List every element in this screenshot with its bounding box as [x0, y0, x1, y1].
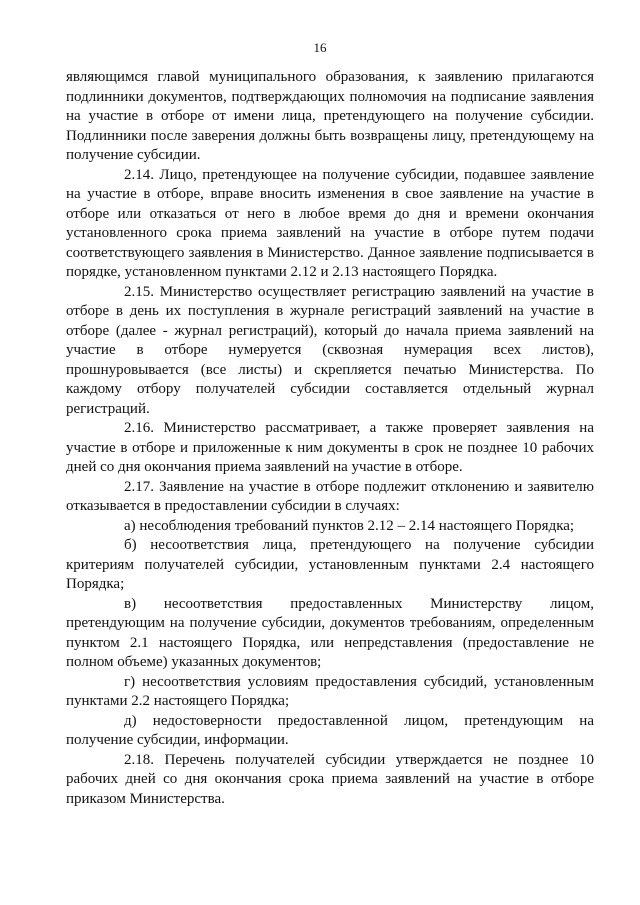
paragraph-2-17: 2.17. Заявление на участие в отборе подлежит отклонению и заявителю отказывается в предоставлении субсидии в случаях:: [66, 478, 594, 514]
list-item-d: д) недостоверности предоставленной лицом, претендующим на получение субсидии, информации.: [66, 712, 594, 748]
page-number: 16: [313, 40, 327, 55]
paragraph-2-14: 2.14. Лицо, претендующее на получение субсидии, подавшее заявление на участие в отборе, вправе вносить изменения в свое заявление на участие в отборе или отказаться от него в любое время до дня и времени окончания установленного срока приема заявлений на участие в отборе путем подачи соответствующего заявления в Министерство. Данное заявление подписывается в порядке, установленном пунктами 2.12 и 2.13 настоящего Порядка.: [66, 166, 594, 280]
list-item-a: а) несоблюдения требований пунктов 2.12 – 2.14 настоящего Порядка;: [124, 517, 575, 534]
list-item-v: в) несоответствия предоставленных Министерству лицом, претендующим на получение субсидии, документов требованиям, определенным пунктом 2.1 настоящего Порядка, или непредставления (предоставление не полном объеме) указанных документов;: [66, 595, 594, 670]
paragraph-continuation: являющимся главой муниципального образования, к заявлению прилагаются подлинники документов, подтверждающих полномочия на подписание заявления на участие в отборе от имени лица, претендующего на получение субсидии. Подлинники после заверения должны быть возвращены лицу, претендующему на получение субсидии.: [66, 69, 594, 163]
list-item-b: б) несоответствия лица, претендующего на получение субсидии критериям получателей субсидии, установленным пунктами 2.4 настоящего Порядка;: [66, 537, 594, 592]
paragraph-2-15: 2.15. Министерство осуществляет регистрацию заявлений на участие в отборе в день их поступления в журнале регистраций заявлений на участие в отборе (далее - журнал регистраций), который до начала приема заявлений на участие в отборе нумеруется (сквозная нумерация всех листов), прошнуровывается (все листы) и скрепляется печатью Министерства. По каждому отбору получателей субсидии составляется отдельный журнал регистраций.: [66, 283, 594, 417]
document-body: [66, 68, 594, 809]
paragraph-2-18: 2.18. Перечень получателей субсидии утверждается не позднее 10 рабочих дней со дня окончания срока приема заявлений на участие в отборе приказом Министерства.: [66, 751, 594, 807]
list-item-g: г) несоответствия условиям предоставления субсидий, установленным пунктами 2.2 настоящего Порядка;: [66, 673, 594, 709]
paragraph-2-16: 2.16. Министерство рассматривает, а также проверяет заявления на участие в отборе и приложенные к ним документы в срок не позднее 10 рабочих дней со дня окончания приема заявлений на участие в отборе.: [66, 420, 594, 475]
